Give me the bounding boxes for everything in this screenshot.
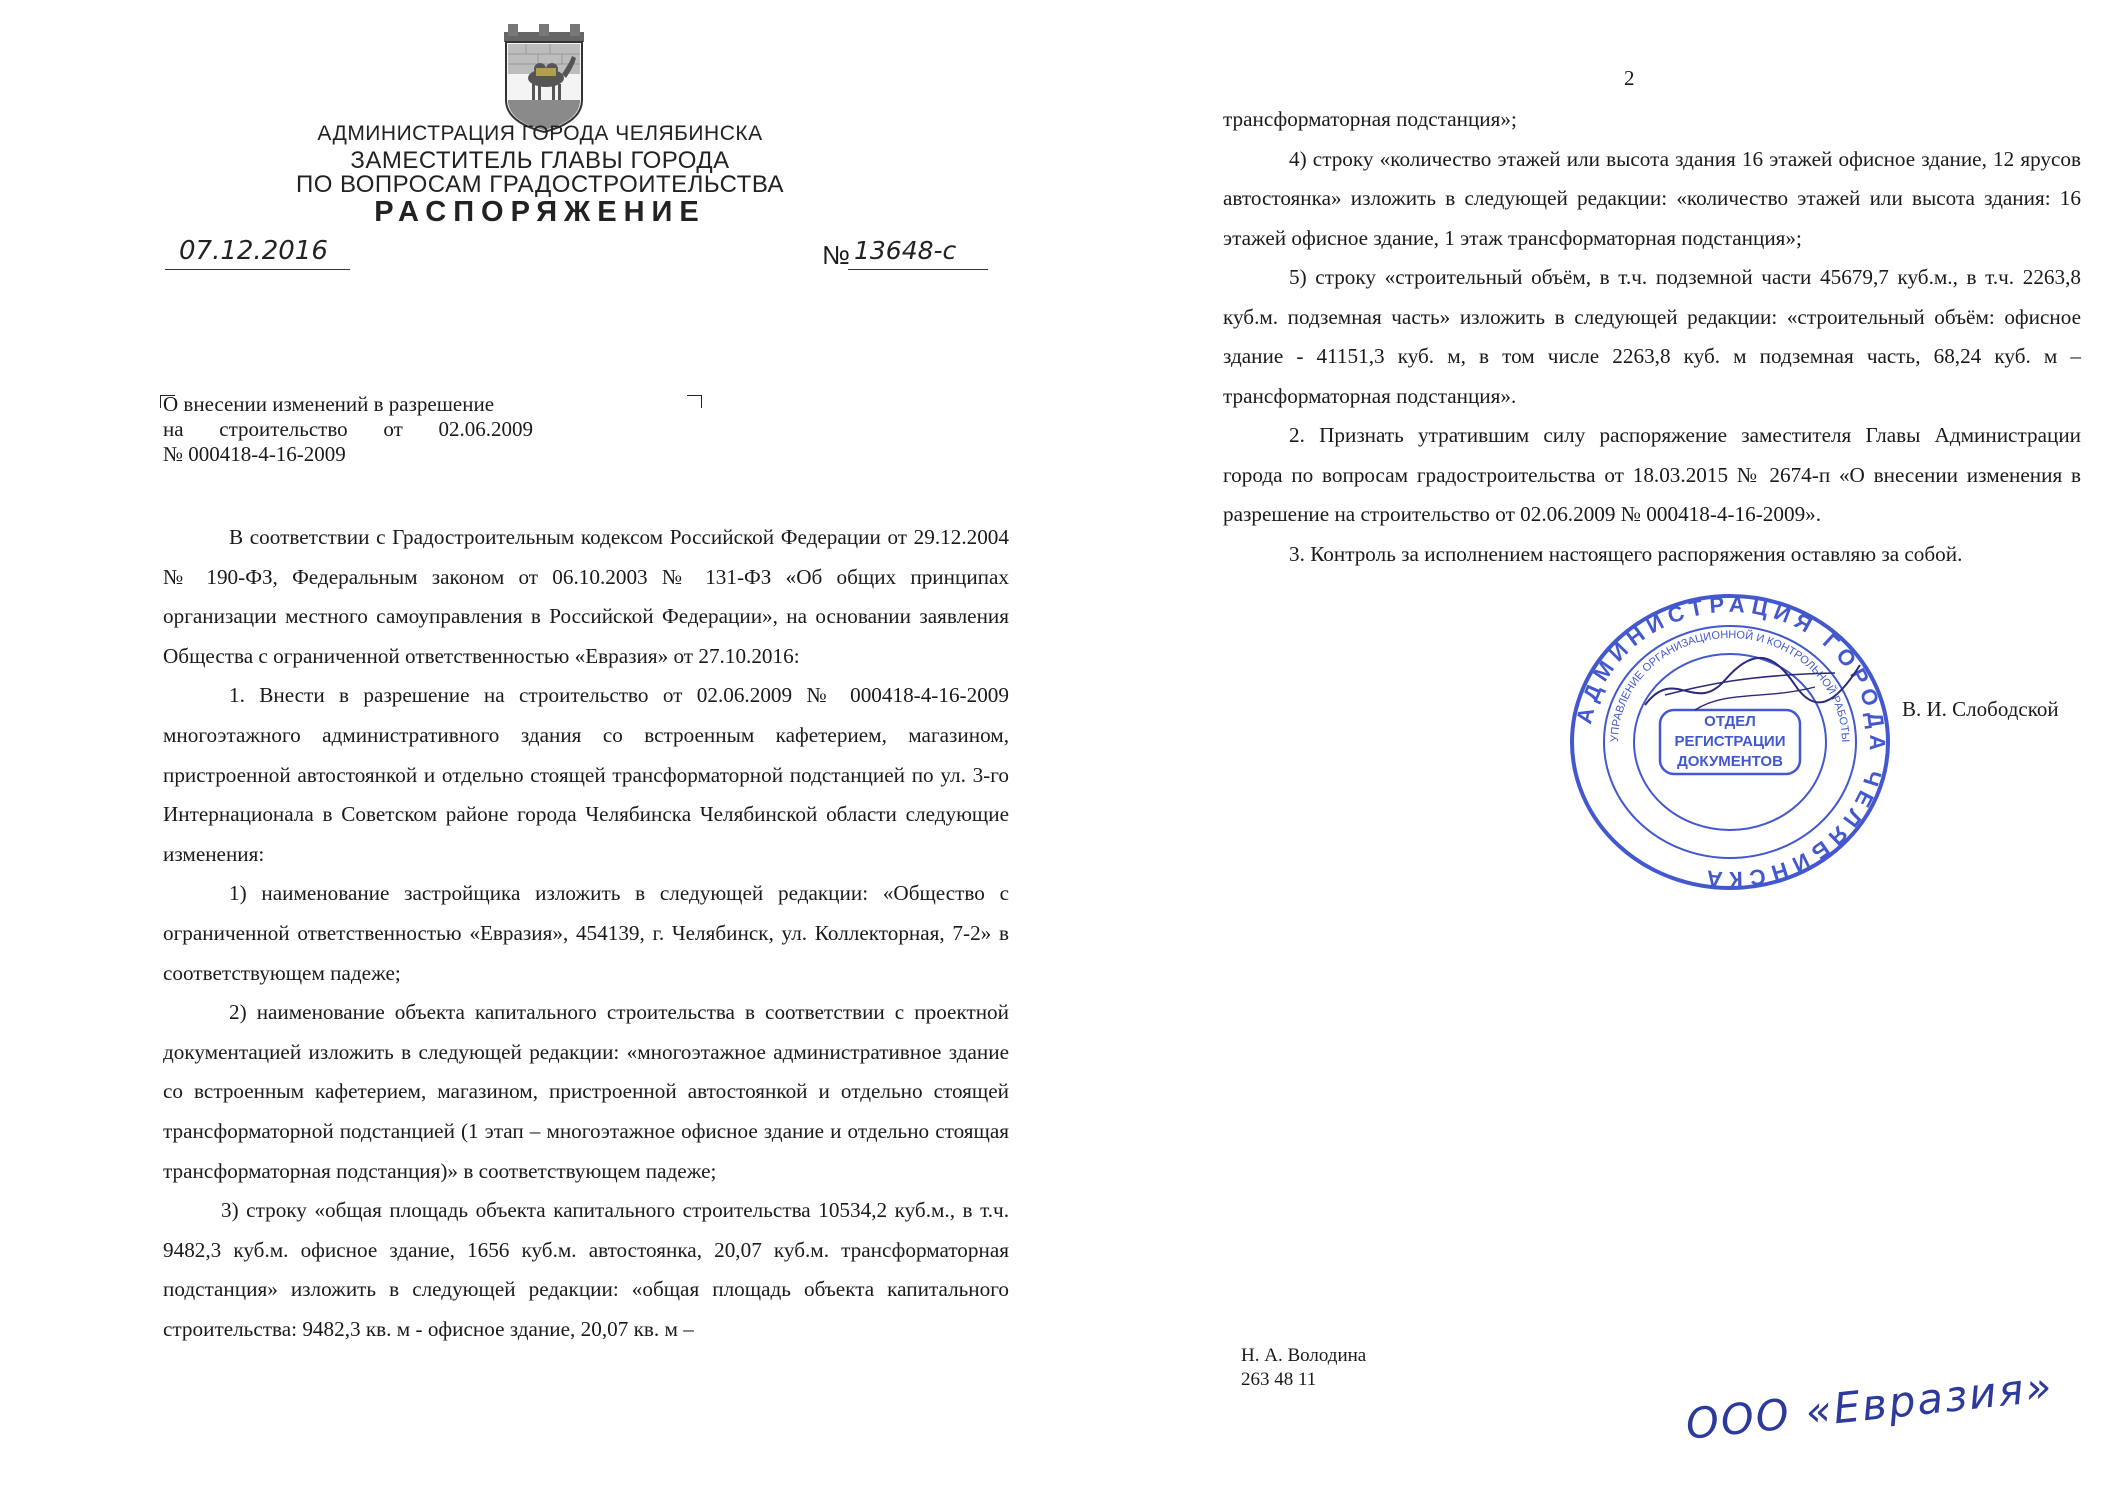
right-page-body (1223, 100, 2081, 574)
executor-name: Н. А. Володина (1241, 1345, 1367, 1366)
paragraph-subitem-2: 2) наименование объекта капитального строительства в соответствии с проектной документацией изложить в следующей редакции: «многоэтажное административное здание со встроенным кафетерием, магазином, пристроенной автостоянкой и отдельно стоящей трансформаторной подстанцией (1 этап – многоэтажное офисное здание и отдельно стоящая трансформаторная подстанция)» в соответствующем падеже; (163, 1000, 1009, 1183)
paragraph-subitem-3: 3) строку «общая площадь объекта капитального строительства 10534,2 куб.м., в т.ч. 9482,3 куб.м. офисное здание, 1656 куб.м. автостоянка, 20,07 куб.м. трансформаторная подстанция» изложить в следующей редакции: «общая площадь объекта капитального строительства: 9482,3 кв. м - офисное здание, 20,07 кв. м – (163, 1198, 1009, 1341)
official-stamp (1565, 592, 1895, 892)
handwritten-note: ООО «Евразия» (1683, 1361, 2056, 1449)
paragraph-subitem-5: 5) строку «строительный объём, в т.ч. подземной части 45679,7 куб.м., в т.ч. 2263,8 куб.м. подземная часть» изложить в следующей редакции: «строительный объём: офисное здание - 41151,3 куб. м, в том числе 2263,8 куб. м подземная часть, 68,24 куб. м – трансформаторная подстанция». (1223, 265, 2081, 408)
stamp-inner-text: УПРАВЛЕНИЕ ОРГАНИЗАЦИОННОЙ И КОНТРОЛЬНОЙ РАБОТЫ (1608, 628, 1852, 743)
stamp-outer-text: АДМИНИСТРАЦИЯ ГОРОДА ЧЕЛЯБИНСКА (1571, 592, 1891, 892)
document-date: 07.12.2016 (165, 236, 350, 270)
subject-line-2: на строительство от 02.06.2009 (163, 417, 533, 441)
document-number: 13648-с (848, 236, 988, 270)
signer-name: В. И. Слободской (1902, 697, 2059, 721)
subject-line-1: О внесении изменений в разрешение (163, 392, 495, 416)
page-1 (0, 0, 1060, 1500)
stamp-center-text: ОТДЕЛ РЕГИСТРАЦИИ ДОКУМЕНТОВ (1674, 713, 1786, 770)
signature-icon (1635, 645, 1865, 735)
subject-line-3: № 000418-4-16-2009 (163, 442, 346, 466)
page-number: 2 (1624, 66, 1635, 90)
executor-block (1241, 1344, 1366, 1392)
header-urban-planning: ПО ВОПРОСАМ ГРАДОСТРОИТЕЛЬСТВА (295, 171, 785, 198)
document-title: РАСПОРЯЖЕНИЕ (374, 196, 706, 228)
paragraph-subitem-1: 1) наименование застройщика изложить в следующей редакции: «Общество с ограниченной ответственностью «Евразия», 454139, г. Челябинск, ул. Коллекторная, 7-2» в соответствующем падеже; (163, 881, 1009, 985)
subject-bracket-left (160, 395, 175, 408)
coat-of-arms-icon (500, 22, 588, 134)
number-label: № (822, 240, 850, 270)
paragraph-subitem-4: 4) строку «количество этажей или высота здания 16 этажей офисное здание, 12 ярусов автостоянка» изложить в следующей редакции: «количество этажей или высота здания: 16 этажей офисное здание, 1 этаж трансформаторная подстанция»; (1223, 146, 2081, 250)
subject-block (163, 392, 535, 467)
executor-phone: 263 48 11 (1241, 1369, 1317, 1390)
paragraph-item-2: 2. Признать утратившим силу распоряжение заместителя Главы Администрации города по вопросам градостроительства от 18.03.2015 № 2674-п «О внесении изменения в разрешение на строительство от 02.06.2009 № 000418-4-16-2009». (1223, 423, 2081, 526)
header-administration: АДМИНИСТРАЦИЯ ГОРОДА ЧЕЛЯБИНСКА (317, 122, 763, 145)
paragraph-item-1: 1. Внести в разрешение на строительство от 02.06.2009 № 000418-4-16-2009 многоэтажного административного здания со встроенным кафетерием, магазином, пристроенной автостоянкой и отдельно стоящей трансформаторной подстанцией по ул. 3-го Интернационала в Советском районе города Челябинска Челябинской области следующие изменения: (163, 683, 1009, 866)
left-page-body (163, 518, 1009, 1349)
paragraph-item-3: 3. Контроль за исполнением настоящего распоряжения оставляю за собой. (1289, 541, 1963, 566)
header-deputy-head: ЗАМЕСТИТЕЛЬ ГЛАВЫ ГОРОДА (350, 147, 730, 174)
subject-bracket-right (687, 395, 702, 408)
paragraph-preamble: В соответствии с Градостроительным кодексом Российской Федерации от 29.12.2004 № 190-ФЗ, Федеральным законом от 06.10.2003 № 131-ФЗ «Об общих принципах организации местного самоуправления в Российской Федерации», на основании заявления Общества с ограниченной ответственностью «Евразия» от 27.10.2016: (163, 525, 1009, 668)
paragraph-continuation: трансформаторная подстанция»; (1223, 107, 1517, 131)
